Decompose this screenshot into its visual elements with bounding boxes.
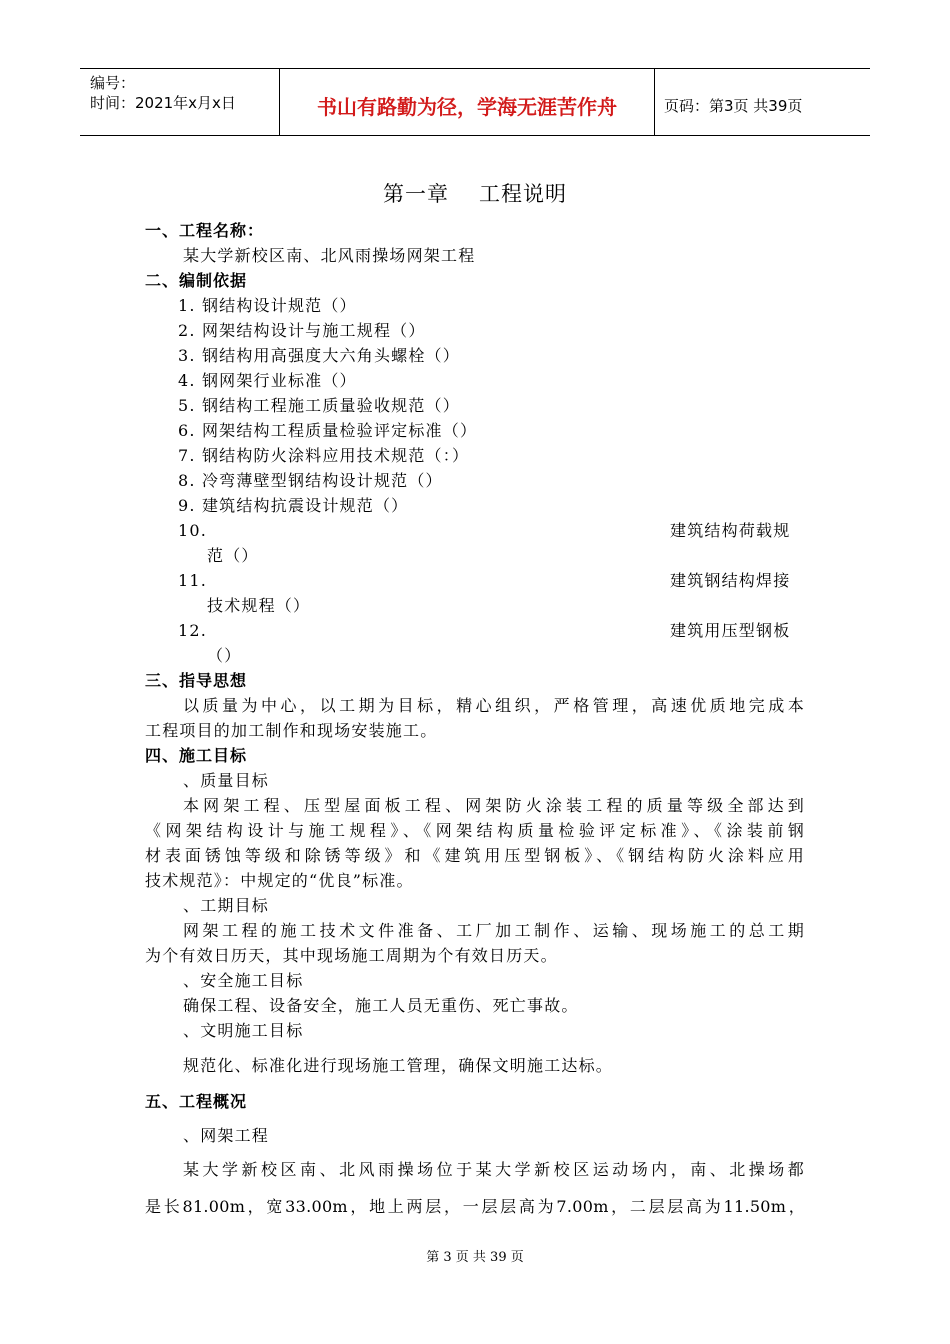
paragraph-line: 为个有效日历天，其中现场施工周期为个有效日历天。 [145,946,558,965]
project-name: 某大学新校区南、北风雨操场网架工程 [183,246,476,265]
list-item: 建筑结构荷载规 [670,521,791,540]
paragraph-line: 是长81.00m，宽33.00m，地上两层，一层层高为7.00m，二层层高为11.50m， [145,1197,805,1216]
list-item: 2. 网架结构设计与施工规程（） [178,321,426,340]
list-item: 5. 钢结构工程施工质量验收规范（） [178,396,460,415]
list-item: 8. 冷弯薄壁型钢结构设计规范（） [178,471,443,490]
list-item: 建筑钢结构焊接 [670,571,791,590]
paragraph-line: 确保工程、设备安全，施工人员无重伤、死亡事故。 [183,996,579,1015]
list-item-continuation: （） [207,646,242,665]
list-item: 4. 钢网架行业标准（） [178,371,357,390]
header-motto: 书山有路勤为径，学海无涯苦作舟 [280,69,655,135]
page-header [80,68,870,136]
list-item: 3. 钢结构用高强度大六角头螺栓（） [178,346,460,365]
list-item-number: 12. [178,621,208,640]
list-item: 建筑用压型钢板 [670,621,791,640]
paragraph-line: 规范化、标准化进行现场施工管理，确保文明施工达标。 [183,1056,614,1075]
subsection-title: 、网架工程 [183,1126,270,1145]
chapter-title [0,178,950,208]
paragraph-line: 材表面锈蚀等级和除锈等级》和《建筑用压型钢板》、《钢结构防火涂料应用 [145,846,805,865]
paragraph-line: 某大学新校区南、北风雨操场位于某大学新校区运动场内，南、北操场都 [183,1160,805,1179]
subsection-title: 、工期目标 [183,896,270,915]
section-heading: 一、工程名称： [145,221,265,240]
paragraph-line: 技术规范》：中规定的“优良”标准。 [145,871,414,890]
page-footer: 第 3 页 共 39 页 [426,1250,524,1265]
list-item: 1. 钢结构设计规范（） [178,296,357,315]
paragraph-line: 本网架工程、压型屋面板工程、网架防火涂装工程的质量等级全部达到 [183,796,805,815]
subsection-title: 、文明施工目标 [183,1021,304,1040]
section-heading: 二、编制依据 [145,271,248,290]
list-item-continuation: 技术规程（） [207,596,311,615]
chapter-name: 工程说明 [479,182,567,206]
paragraph-line: 工程项目的加工制作和现场安装施工。 [145,721,438,740]
list-item: 9. 建筑结构抗震设计规范（） [178,496,409,515]
list-item: 7. 钢结构防火涂料应用技术规范（：） [178,446,470,465]
paragraph-line: 以质量为中心，以工期为目标，精心组织，严格管理，高速优质地完成本 [183,696,805,715]
subsection-title: 、安全施工目标 [183,971,304,990]
chapter-number: 第一章 [383,182,449,206]
subsection-title: 、质量目标 [183,771,270,790]
header-number: 编号： [90,74,136,92]
paragraph-line: 网架工程的施工技术文件准备、工厂加工制作、运输、现场施工的总工期 [183,921,805,940]
list-item-continuation: 范（） [207,546,259,565]
list-item: 6. 网架结构工程质量检验评定标准（） [178,421,478,440]
header-date: 时间：2021年x月x日 [90,94,236,112]
paragraph-line: 《网架结构设计与施工规程》、《网架结构质量检验评定标准》、《涂装前钢 [145,821,805,840]
section-heading: 三、指导思想 [145,671,248,690]
section-heading: 四、施工目标 [145,746,248,765]
list-item-number: 11. [178,571,208,590]
list-item-number: 10. [178,521,208,540]
header-page-info: 页码：第3页 共39页 [664,96,803,115]
header-meta [80,69,280,135]
section-heading: 五、工程概况 [145,1092,248,1111]
